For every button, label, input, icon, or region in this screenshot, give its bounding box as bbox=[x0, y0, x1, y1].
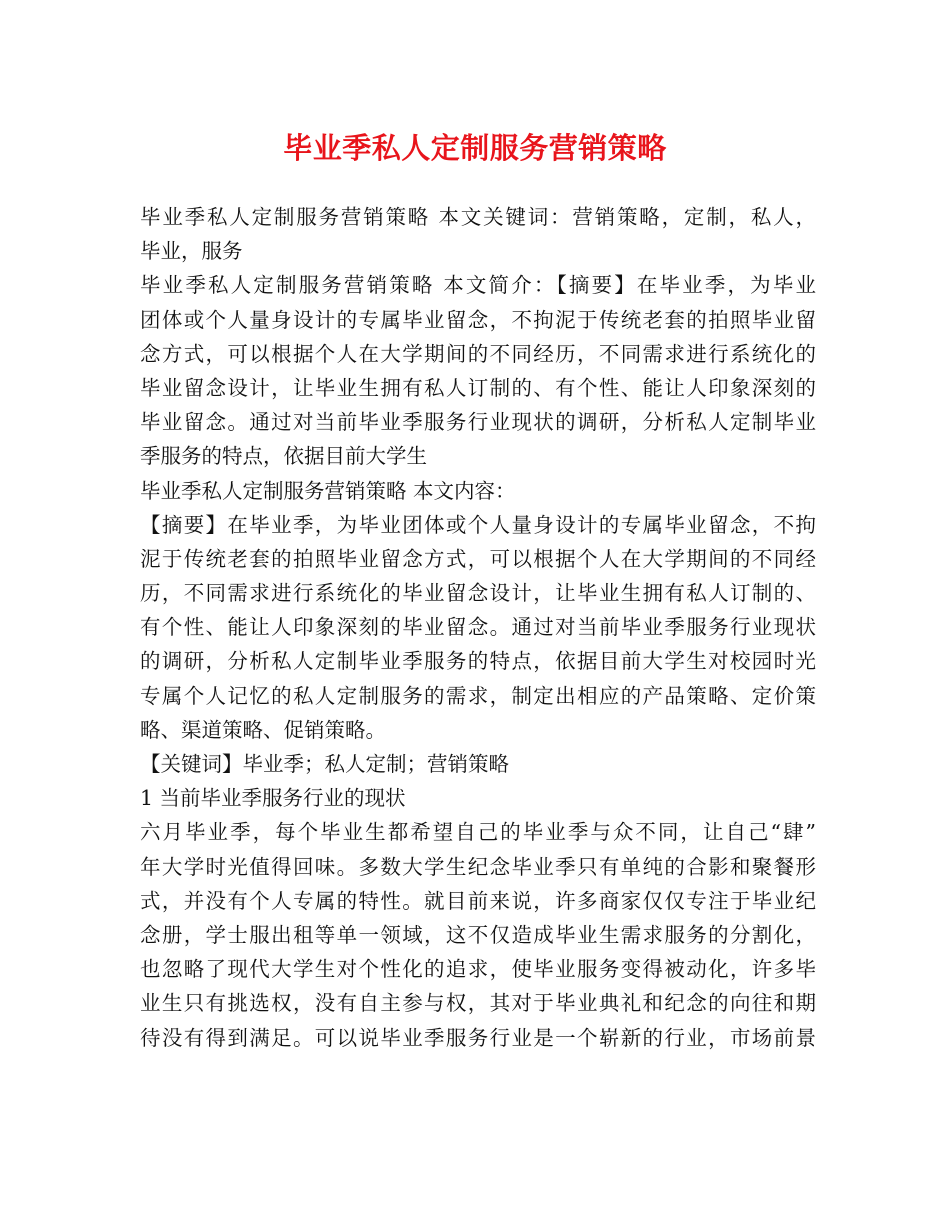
document-title: 毕业季私人定制服务营销策略 bbox=[283, 131, 667, 165]
paragraph-line: 历，不同需求进行系统化的毕业留念设计，让毕业生拥有私人订制的、 bbox=[140, 581, 816, 606]
paragraph-line: 专属个人记忆的私人定制服务的需求，制定出相应的产品策略、定价策 bbox=[140, 683, 816, 708]
paragraph-line: 泥于传统老套的拍照毕业留念方式，可以根据个人在大学期间的不同经 bbox=[140, 546, 816, 571]
paragraph-line: 毕业留念。通过对当前毕业季服务行业现状的调研，分析私人定制毕业 bbox=[140, 410, 816, 435]
paragraph-line: 略、渠道策略、促销策略。 bbox=[140, 717, 386, 742]
paragraph-line: 1 当前毕业季服务行业的现状 bbox=[140, 786, 406, 811]
paragraph-line: 有个性、能让人印象深刻的毕业留念。通过对当前毕业季服务行业现状 bbox=[140, 615, 816, 640]
paragraph-line: 毕业季私人定制服务营销策略 本文简介：【摘要】在毕业季，为毕业 bbox=[140, 273, 816, 298]
paragraph-line: 念册，学士服出租等单一领域，这不仅造成毕业生需求服务的分割化， bbox=[140, 922, 816, 947]
paragraph-line: 式，并没有个人专属的特性。就目前来说，许多商家仅仅专注于毕业纪 bbox=[140, 888, 816, 913]
paragraph-line: 六月毕业季，每个毕业生都希望自己的毕业季与众不同，让自己“肆” bbox=[140, 820, 816, 845]
paragraph-line: 待没有得到满足。可以说毕业季服务行业是一个崭新的行业，市场前景 bbox=[140, 1025, 816, 1050]
paragraph-line: 毕业留念设计，让毕业生拥有私人订制的、有个性、能让人印象深刻的 bbox=[140, 375, 816, 400]
paragraph-line: 【关键词】毕业季；私人定制；营销策略 bbox=[140, 752, 509, 776]
paragraph-line: 念方式，可以根据个人在大学期间的不同经历，不同需求进行系统化的 bbox=[140, 341, 816, 366]
paragraph-line: 业生只有挑选权，没有自主参与权，其对于毕业典礼和纪念的向往和期 bbox=[140, 991, 816, 1016]
document-body bbox=[140, 200, 816, 1055]
paragraph-line: 毕业，服务 bbox=[140, 239, 243, 264]
paragraph-line: 【摘要】在毕业季，为毕业团体或个人量身设计的专属毕业留念，不拘 bbox=[140, 512, 816, 537]
paragraph-line: 团体或个人量身设计的专属毕业留念，不拘泥于传统老套的拍照毕业留 bbox=[140, 307, 816, 332]
paragraph-line: 的调研，分析私人定制毕业季服务的特点，依据目前大学生对校园时光 bbox=[140, 649, 816, 674]
paragraph-line: 季服务的特点，依据目前大学生 bbox=[140, 444, 427, 469]
paragraph-line: 年大学时光值得回味。多数大学生纪念毕业季只有单纯的合影和聚餐形 bbox=[140, 854, 816, 879]
paragraph-line: 毕业季私人定制服务营销策略 本文内容： bbox=[140, 478, 516, 503]
paragraph-line: 也忽略了现代大学生对个性化的追求，使毕业服务变得被动化，许多毕 bbox=[140, 957, 816, 982]
paragraph-line: 毕业季私人定制服务营销策略 本文关键词：营销策略，定制，私人， bbox=[140, 205, 816, 229]
